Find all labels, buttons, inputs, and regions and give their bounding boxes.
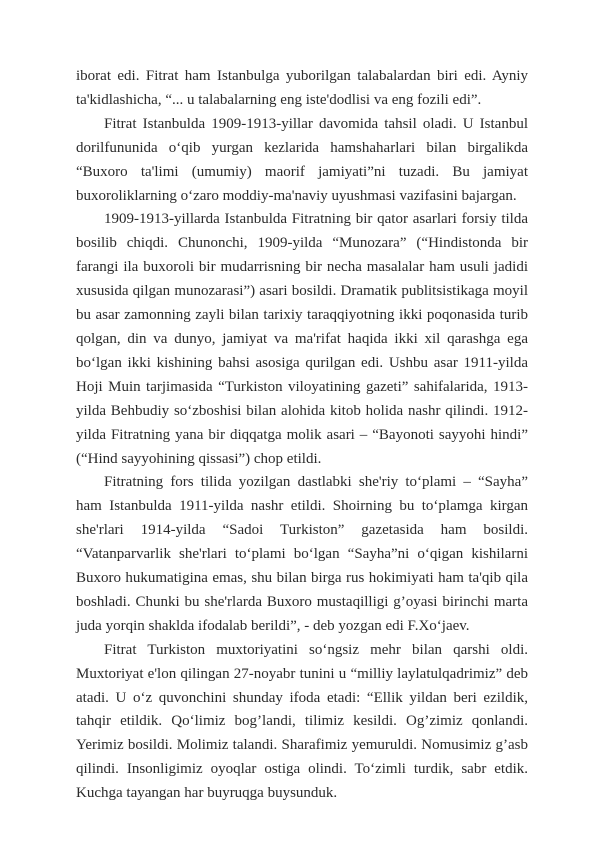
paragraph-istanbul-studies: Fitrat Istanbulda 1909-1913-yillar davomida tahsil oladi. U Istanbul dorilfununida o‘qib yurgan kezlarida hamshaharlari bilan birgalikda “Buxoro ta'limi (umumiy) maorif jamiyati”ni tuzadi. Bu jamiyat buxoroliklarning o‘zaro moddiy-ma'naviy uyushmasi vazifasini bajargan. [76,115,528,204]
body-text [76,65,528,806]
paragraph-turkestan-autonomy: Fitrat Turkiston muxtoriyatini so‘ngsiz mehr bilan qarshi oldi. Muxtoriyat e'lon qilingan 27-noyabr tunini u “milliy laylatulqadrimiz” deb atadi. U o‘z quvonchini shunday ifoda etadi: “Ellik yildan beri ezildik, tahqir etildik. Qo‘limiz bog’landi, tilimiz kesildi. Og’zimiz qonlandi. Yerimiz bosildi. Molimiz talandi. Sharafimiz yemuruldi. Nomusimiz g’asb qilindi. Insonligimiz oyoqlar ostiga olindi. To‘zimli turdik, sabr etdik. Kuchga tayangan har buyruqga buysunduk. [76,641,528,802]
paragraph-persian-works: 1909-1913-yillarda Istanbulda Fitratning bir qator asarlari forsiy tilda bosilib chiqdi. Chunonchi, 1909-yilda “Munozara” (“Hindistonda bir farangi ila buxoroli bir mudarrisning bir necha masalalar ham usuli jadidi xususida qilgan munozarasi”) asari bosildi. Dramatik publitsistikaga moyil bu asar zamonning zayli bilan tarixiy taraqqiyotning ikki poqonasida turib qolgan, din va dunyo, jamiyat va ma'rifat haqida ikki xil qarashga ega bo‘lgan ikki kishining bahsi asosiga qurilgan edi. Ushbu asar 1911-yilda Hoji Muin tarjimasida “Turkiston viloyatining gazeti” sahifalarida, 1913-yilda Behbudiy so‘zboshisi bilan alohida kitob holida nashr qilindi. 1912-yilda Fitratning yana bir diqqatga molik asari – “Bayonoti sayyohi hindi” (“Hind sayyohining qissasi”) chop etildi. [76,211,528,467]
paragraph-sayha-collection: Fitratning fors tilida yozilgan dastlabki she'riy to‘plami – “Sayha” ham Istanbulda 1911-yilda nashr etildi. Shoirning bu to‘plamga kirgan she'rlari 1914-yilda “Sadoi Turkiston” gazetasida ham bosildi. “Vatanparvarlik she'rlari to‘plami bo‘lgan “Sayha”ni o‘qigan kishilarni Buxoro hukumatigina emas, shu bilan birga rus hokimiyati ham ta'qib qila boshladi. Chunki bu she'rlarda Buxoro mustaqilligi g’oyasi birinchi marta juda yorqin shaklda ifodalab berildi”, - deb yozgan edi F.Xo‘jaev. [76,474,528,634]
paragraph-continuation: iborat edi. Fitrat ham Istanbulga yuborilgan talabalardan biri edi. Ayniy ta'kidlashicha, “... u talabalarning eng iste'dodlisi va eng fozili edi”. [76,68,528,108]
